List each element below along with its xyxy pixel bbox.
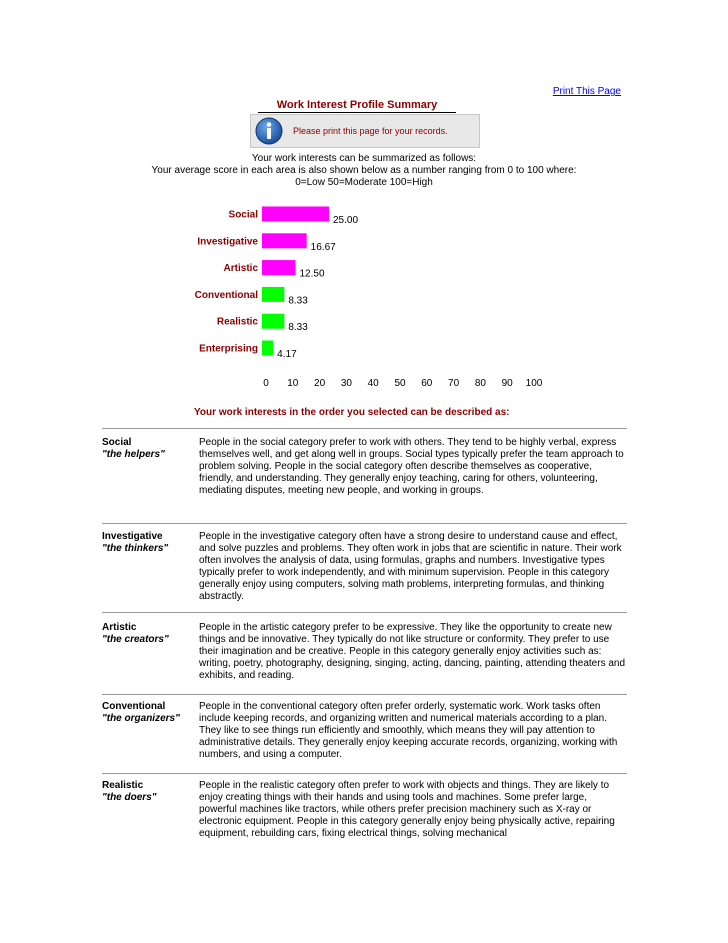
- describe-heading: Your work interests in the order you selected can be described as:: [194, 407, 510, 418]
- category-nickname: "the thinkers": [102, 543, 169, 554]
- category-axis-label: Artistic: [223, 263, 258, 275]
- category-nickname: "the doers": [102, 792, 157, 803]
- x-tick-label: 50: [394, 378, 406, 389]
- bar-enterprising: [262, 341, 273, 356]
- category-name: Artistic: [102, 622, 137, 633]
- bar-value-label: 12.50: [299, 268, 325, 280]
- category-name: Conventional: [102, 701, 166, 712]
- category-nickname: "the organizers": [102, 713, 180, 724]
- section-divider: [102, 694, 627, 695]
- x-tick-label: 70: [448, 378, 460, 389]
- bar-value-label: 4.17: [277, 349, 297, 360]
- bar-conventional: [262, 287, 284, 302]
- section-divider: [102, 773, 627, 774]
- category-name: Social: [102, 437, 132, 448]
- section-divider: [102, 523, 627, 524]
- interest-bar-chart: [0, 0, 728, 400]
- category-description: People in the social category prefer to work with others. They tend to be highly verbal, express themselves well, and get along well in groups. Social types typically prefer the team approach to problem solving. People in the social category often describe themselves as cooperative, friendly, and understanding. They generally enjoy teaching, caring for others, volunteering, mediating disputes, meeting new people, and working in groups.: [199, 437, 624, 496]
- category-description: People in the conventional category often prefer orderly, systematic work. Work tasks often include keeping records, and organizing written and numerical materials according to a plan. They like to see things run efficiently and smoothly, which means they will pay attention to administrative details. They generally enjoy keeping accurate records, organizing, working with numbers, and using a computer.: [199, 701, 618, 760]
- bar-artistic: [262, 260, 296, 275]
- x-tick-label: 20: [314, 378, 326, 389]
- summary-title: Work Interest Profile Summary: [258, 99, 456, 113]
- x-tick-label: 30: [340, 378, 352, 389]
- category-name: Investigative: [102, 531, 163, 542]
- print-page-link[interactable]: Print This Page: [552, 86, 621, 97]
- bar-investigative: [262, 233, 307, 248]
- x-tick-label: 0: [263, 378, 269, 389]
- category-axis-label: Conventional: [194, 289, 258, 301]
- category-axis-label: Investigative: [197, 236, 258, 248]
- x-tick-label: 100: [525, 378, 543, 389]
- x-tick-label: 80: [474, 378, 486, 389]
- x-tick-label: 40: [367, 378, 379, 389]
- section-divider: [102, 428, 627, 429]
- x-tick-label: 60: [421, 378, 433, 389]
- bar-value-label: 16.67: [310, 241, 336, 253]
- bar-realistic: [262, 314, 284, 329]
- category-nickname: "the helpers": [102, 449, 165, 460]
- category-description: People in the realistic category often prefer to work with objects and things. They are likely to enjoy creating things with their hands and using tools and machines. Some prefer large, powerful machines like tractors, while others prefer precision machinery such as X-ray or electronic equipment. People in this category generally enjoy being physically active, repairing equipment, rebuilding cars, fixing electrical things, solving mechanical: [199, 780, 615, 839]
- notice-text: Please print this page for your records.: [293, 126, 448, 136]
- bar-value-label: 8.33: [288, 322, 308, 334]
- bar-value-label: 8.33: [288, 295, 308, 307]
- x-tick-label: 10: [287, 378, 299, 389]
- x-tick-label: 90: [501, 378, 513, 389]
- category-nickname: "the creators": [102, 634, 169, 645]
- bar-value-label: 25.00: [333, 215, 359, 226]
- category-description: People in the investigative category often have a strong desire to understand cause and effect, and solve puzzles and problems. They often work in jobs that are scientific in nature. Their work often involves the analysis of data, using formulas, graphs and numbers. Investigative types typically prefer to work independently, and with minimum supervision. People in this category generally enjoy using computers, solving math problems, interpreting formulas, and thinking abstractly.: [199, 531, 622, 602]
- intro-line-2: Your average score in each area is also shown below as a number ranging from 0 to 100 where:: [151, 165, 577, 176]
- category-name: Realistic: [102, 780, 144, 791]
- intro-line-3: 0=Low 50=Moderate 100=High: [295, 177, 433, 188]
- section-divider: [102, 612, 627, 613]
- category-axis-label: Social: [228, 209, 258, 221]
- category-description: People in the artistic category prefer to be expressive. They like the opportunity to create new things and be innovative. They typically do not like structure or conformity. They prefer to use their imagination and be creative. People in this category generally enjoy activities such as: writing, poetry, photography, designing, singing, acting, dancing, painting, attending theaters and exhibits, and reading.: [199, 622, 626, 681]
- category-axis-label: Enterprising: [199, 343, 258, 355]
- category-axis-label: Realistic: [216, 316, 258, 328]
- bar-social: [262, 207, 329, 222]
- intro-line-1: Your work interests can be summarized as follows:: [251, 153, 477, 164]
